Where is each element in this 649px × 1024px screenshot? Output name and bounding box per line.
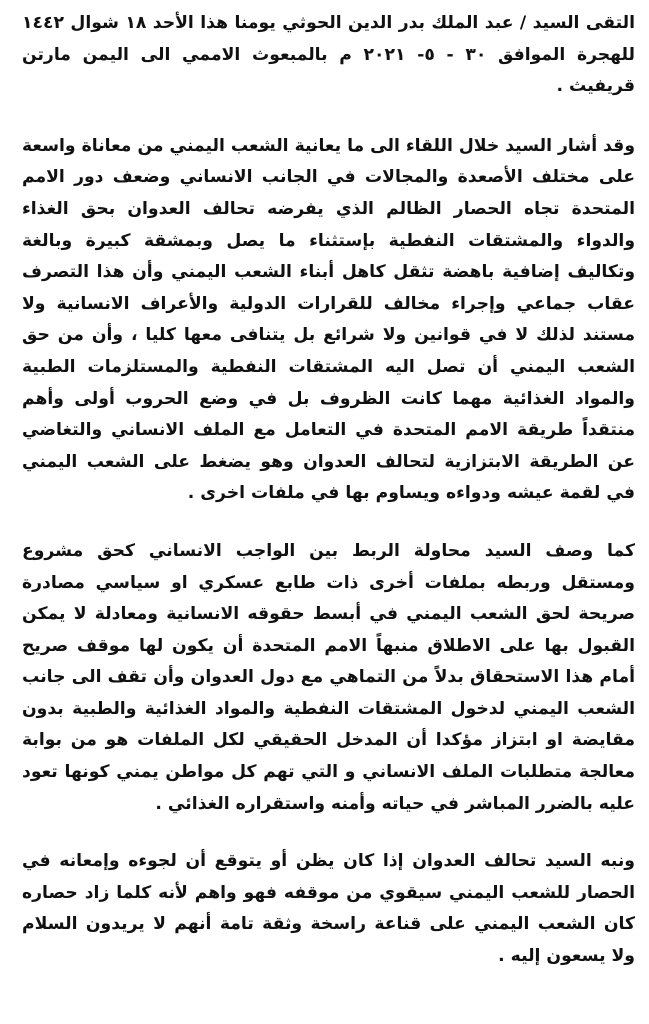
paragraph-warning: ونبه السيد تحالف العدوان إذا كان يظن أو يتوقع أن لجوءه وإمعانه في الحصار للشعب اليمني سيقوي من موقفه فهو واهم لأنه كلما زاد حصاره كان الشعب اليمني على قناعة راسخة وثقة تامة أنهم لا يريدون السلام ولا يسعون إليه . <box>22 851 635 967</box>
paragraph-meeting-announcement: التقى السيد / عبد الملك بدر الدين الحوثي يومنا هذا الأحد ١٨ شوال ١٤٤٢ للهجرة الموافق ٣٠ - ٥- ٢٠٢١ م بالمبعوث الاممي الى اليمن مارتن قريفيث . <box>22 13 635 97</box>
paragraph-linkage-criticism: كما وصف السيد محاولة الربط بين الواجب الانساني كحق مشروع ومستقل وربطه بملفات أخرى ذات طابع عسكري او سياسي مصادرة صريحة لحق الشعب اليمني في أبسط حقوقه الانسانية ومعادلة لا يمكن القبول بها على الاطلاق منبهاً الامم المتحدة أن يكون لها موقف صريح أمام هذا الاستحقاق بدلاً من التماهي مع دول العدوان وأن تقف الى جانب الشعب اليمني لدخول المشتقات النفطية والمواد الغذائية والطبية بدون مقايضة او ابتزاز مؤكدا أن المدخل الحقيقي لكل الملفات هو من بوابة معالجة متطلبات الملف الانساني و التي تهم كل مواطن يمني كونها تعود عليه بالضرر المباشر في حياته وأمنه واستقراره الغذائي . <box>22 540 635 814</box>
paragraph-humanitarian-situation: وقد أشار السيد خلال اللقاء الى ما يعانية الشعب اليمني من معاناة واسعة على مختلف الأصعدة والمجالات في الجانب الانساني وضعف دور الامم المتحدة تجاه الحصار الظالم الذي يفرضه تحالف العدوان بحق الغذاء والدواء والمشتقات النفطية بإستثناء ما يصل وبمشقة كبيرة وبالغة وتكاليف إضافية باهضة تثقل كاهل أبناء الشعب اليمني وأن هذا التصرف عقاب جماعي وإجراء مخالف للقرارات الدولية والأعراف الانسانية ولا مستند لذلك لا في قوانين ولا شرائع بل يتنافى معها كليا ، وأن من حق الشعب اليمني أن تصل اليه المشتقات النفطية والمستلزمات الطبية والمواد الغذائية مهما كانت الظروف بل في وضع الحروب أولى وأهم منتقداً طريقة الامم المتحدة في التعامل مع الملف الانساني والتغاضي عن الطريقة الابتزازية لتحالف العدوان وهو يضغط على الشعب اليمني في لقمة عيشه ودواءه ويساوم بها في ملفات اخرى . <box>22 135 635 504</box>
